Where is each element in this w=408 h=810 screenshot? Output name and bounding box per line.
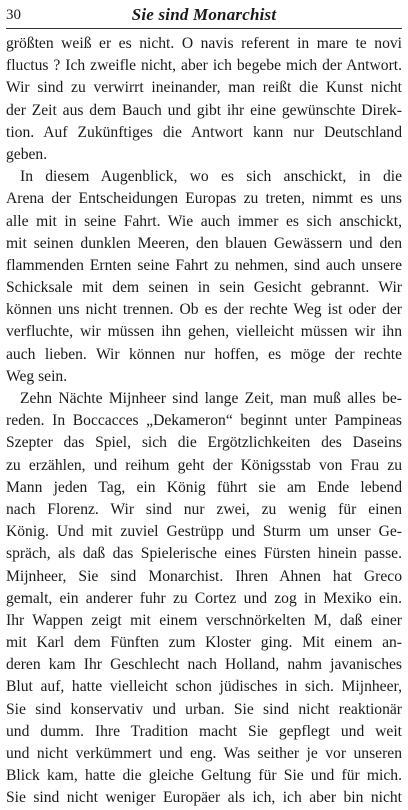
body-text (6, 33, 402, 810)
running-title: Sie sind Monarchist (131, 5, 277, 24)
text-line: Ihr Wappen zeigt mit einem verschnörkelten M, daß einer (6, 611, 402, 629)
text-line: der Zeit aus dem Bauch und gibt ihr eine gewünschte Direk- (6, 101, 402, 119)
text-line: Wir sind zu verwirrt ineinander, man reißt die Kunst nicht (6, 79, 402, 97)
running-head (6, 4, 402, 29)
text-line: König. Und mit zuviel Gestrüpp und Sturm um unser Ge- (6, 523, 402, 541)
text-line: spräch, als daß das Spielerische eines Fürsten hinein passe. (6, 545, 402, 563)
text-line: Zehn Nächte Mijnheer sind lange Zeit, man muß alles be- (20, 390, 402, 407)
text-line: Arena der Entscheidungen Europas zu treten, nimmt es uns (6, 190, 402, 208)
text-line: Mann jeden Tag, ein König führt sie am Ende lebend (6, 478, 402, 496)
text-line: reden. In Boccacces „Dekameron“ beginnt unter Pampineas (6, 412, 402, 430)
text-line: fluctus ? Ich zweifle nicht, aber ich begebe mich der Antwort. (6, 57, 402, 75)
text-line: geben. (6, 145, 48, 163)
text-line: mit seinen dunklen Meeren, den blauen Gewässern und den (6, 234, 402, 252)
text-line: alle mit in seine Fahrt. Wie auch immer es sich anschickt, (6, 212, 402, 230)
text-line: nach Florenz. Wir sind nur zwei, zu wenig für einen (6, 500, 402, 518)
text-line: deren kam Ihr Geschlecht nach Holland, nahm javanisches (6, 656, 402, 674)
text-line: Blut auf, hatte vielleicht schon jüdisches in sich. Mijnheer, (6, 678, 402, 696)
text-line: und dumm. Ihre Tradition macht Sie gepflegt und weit (6, 722, 402, 740)
text-line: Weg sein. (6, 367, 68, 385)
page-number: 30 (6, 7, 21, 23)
text-line: größten weiß er es nicht. O navis referent in mare te novi (6, 35, 402, 52)
text-line: Blick kam, hatte die gleiche Geltung für Sie und für mich. (6, 767, 402, 785)
text-line: und nicht verkümmert und eng. Was seither je vor unseren (6, 745, 402, 762)
text-line: können uns nicht trennen. Ob es der rechte Weg ist oder der (6, 301, 402, 319)
text-line: Sie sind nicht weniger Europäer als ich, ich aber bin nicht (6, 789, 402, 807)
text-line: auch lieben. Wir können nur hoffen, es möge der rechte (6, 345, 402, 363)
text-line: Mijnheer, Sie sind Monarchist. Ihren Ahnen hat Greco (6, 567, 402, 585)
text-line: tion. Auf Zukünftiges die Antwort kann nur Deutschland (6, 123, 402, 141)
text-line: Schicksale mit dem seinen in sein Gesicht gebrannt. Wir (6, 279, 402, 297)
text-line: mit Karl dem Fünften zum Kloster ging. Mit einem an- (6, 634, 402, 652)
text-line: Szepter das Spiel, sich die Ergötzlichkeiten des Daseins (6, 434, 402, 452)
text-line: verfluchte, wir müssen ihn gehen, vielleicht müssen wir ihn (6, 323, 402, 341)
text-line: zu erzählen, und reihum geht der Königsstab von Frau zu (6, 456, 402, 474)
text-line: gemalt, ein anderer fuhr zu Cortez und zog in Mexiko ein. (6, 589, 402, 607)
text-line: flammenden Ernten seine Fahrt zu nehmen, sind auch unsere (6, 256, 402, 274)
text-line: In diesem Augenblick, wo es sich anschickt, in die (20, 168, 402, 186)
book-page (6, 4, 402, 810)
text-line: Sie sind konservativ und urban. Sie sind nicht reaktionär (6, 700, 402, 718)
